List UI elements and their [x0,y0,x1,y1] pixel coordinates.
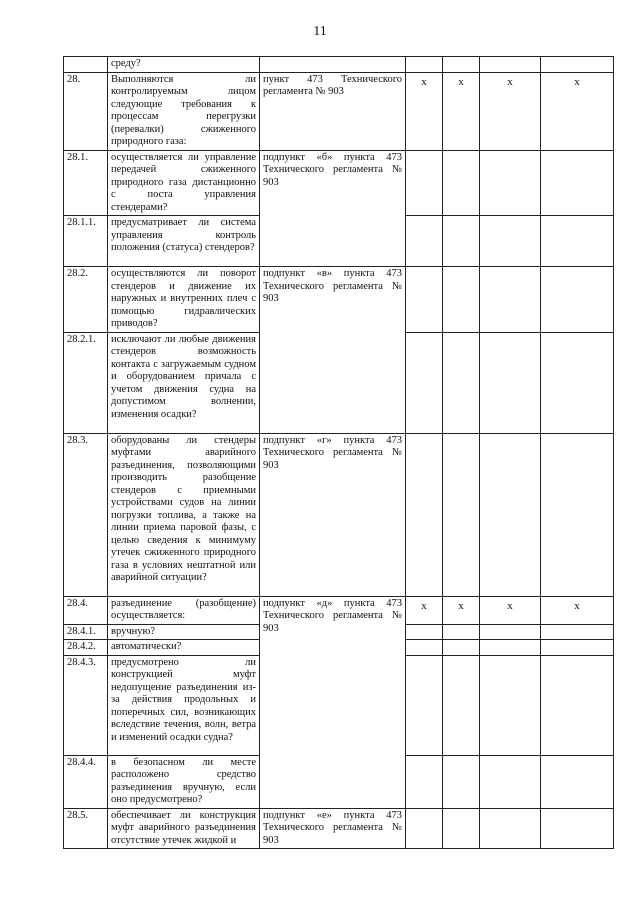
question-text: осуществляется ли управление передачей сжиженного природного газа дистанционно с поста управления стендерами? [108,150,260,216]
answer-cell-yes: x [406,596,443,624]
table-row [64,433,614,596]
answer-cell-na [480,655,541,755]
answer-cell-yes [406,808,443,849]
answer-cell-yes [406,640,443,656]
answer-cell-no [443,216,480,267]
answer-cell-no [443,433,480,596]
answer-cell-note [541,433,614,596]
answer-cell-yes [406,267,443,333]
answer-cell-na [480,808,541,849]
answer-cell-yes [406,755,443,808]
question-text: осуществляются ли поворот стендеров и движение их наружных и внутренних плеч с помощью гидравлических приводов? [108,267,260,333]
question-text: в безопасном ли месте расположено средство разъединения вручную, если оно предусмотрено? [108,755,260,808]
row-number: 28.2.1. [64,332,108,433]
answer-cell-yes [406,150,443,216]
answer-cell-no: x [443,72,480,150]
question-text: обеспечивает ли конструкция муфт аварийного разъединения отсутствие утечек жидкой и [108,808,260,849]
answer-cell-note: x [541,596,614,624]
regulation-reference: подпункт «е» пункта 473 Технического регламента № 903 [260,808,406,849]
question-text: исключают ли любые движения стендеров возможность контакта с загружаемым судном и оборудованием причала с учетом движения судна на допустимом волнении, изменения осадки? [108,332,260,433]
answer-cell-note [541,150,614,216]
regulation-reference: подпункт «д» пункта 473 Технического регламента № 903 [260,596,406,808]
answer-cell-note [541,640,614,656]
answer-cell-no [443,267,480,333]
answer-cell-note [541,57,614,73]
answer-cell-no [443,624,480,640]
row-number [64,57,108,73]
table-row [64,72,614,150]
answer-cell-na [480,267,541,333]
question-text: оборудованы ли стендеры муфтами аварийного разъединения, позволяющими производить разобщение стендеров с приемными устройствами судов на линии погрузки топлива, а также на линии приема паровой фазы, с целью сведения к минимуму утечек сжиженного природного газа в условиях нештатной или аварийной ситуации? [108,433,260,596]
row-number: 28.4.3. [64,655,108,755]
question-text: разъединение (разобщение) осуществляется: [108,596,260,624]
row-number: 28.4.1. [64,624,108,640]
page-number: 11 [313,24,327,39]
answer-cell-note [541,624,614,640]
table-row [64,150,614,216]
answer-cell-na [480,624,541,640]
row-number: 28.4.4. [64,755,108,808]
answer-cell-na [480,216,541,267]
answer-cell-no [443,150,480,216]
answer-cell-no [443,755,480,808]
answer-cell-no [443,640,480,656]
answer-cell-no [443,655,480,755]
answer-cell-yes [406,433,443,596]
table-row [64,57,614,73]
answer-cell-note [541,755,614,808]
row-number: 28.1. [64,150,108,216]
answer-cell-yes [406,216,443,267]
table-row [64,596,614,624]
answer-cell-na [480,433,541,596]
answer-cell-na [480,332,541,433]
answer-cell-no [443,57,480,73]
answer-cell-note [541,332,614,433]
question-text: предусматривает ли система управления контроль положения (статуса) стендеров? [108,216,260,267]
answer-cell-yes [406,57,443,73]
regulation-reference: подпункт «в» пункта 473 Технического регламента № 903 [260,267,406,434]
answer-cell-no [443,332,480,433]
row-number: 28.3. [64,433,108,596]
answer-cell-no [443,808,480,849]
row-number: 28.2. [64,267,108,333]
answer-cell-note [541,216,614,267]
answer-cell-no: x [443,596,480,624]
row-number: 28.4. [64,596,108,624]
question-text: Выполняются ли контролируемым лицом следующие требования к процессам перегрузки (перевалки) сжиженного природного газа: [108,72,260,150]
row-number: 28.5. [64,808,108,849]
answer-cell-na [480,640,541,656]
table-row [64,267,614,333]
regulation-reference [260,57,406,73]
answer-cell-yes: x [406,72,443,150]
answer-cell-na [480,755,541,808]
row-number: 28. [64,72,108,150]
answer-cell-na: x [480,596,541,624]
question-text: автоматически? [108,640,260,656]
answer-cell-note [541,267,614,333]
row-number: 28.4.2. [64,640,108,656]
row-number: 28.1.1. [64,216,108,267]
regulation-reference: подпункт «г» пункта 473 Технического регламента № 903 [260,433,406,596]
answer-cell-yes [406,332,443,433]
regulation-reference: подпункт «б» пункта 473 Технического регламента № 903 [260,150,406,267]
answer-cell-na: x [480,72,541,150]
question-text: вручную? [108,624,260,640]
answer-cell-na [480,57,541,73]
answer-cell-yes [406,655,443,755]
question-text: предусмотрено ли конструкцией муфт недопущение разъединения из-за действия продольных и поперечных сил, возникающих вследствие течения, волн, ветра и изменений осадки судна? [108,655,260,755]
table-row [64,808,614,849]
question-text: среду? [108,57,260,73]
answer-cell-na [480,150,541,216]
regulation-reference: пункт 473 Технического регламента № 903 [260,72,406,150]
answer-cell-note [541,808,614,849]
answer-cell-note: x [541,72,614,150]
checklist-table [63,56,614,849]
answer-cell-note [541,655,614,755]
answer-cell-yes [406,624,443,640]
